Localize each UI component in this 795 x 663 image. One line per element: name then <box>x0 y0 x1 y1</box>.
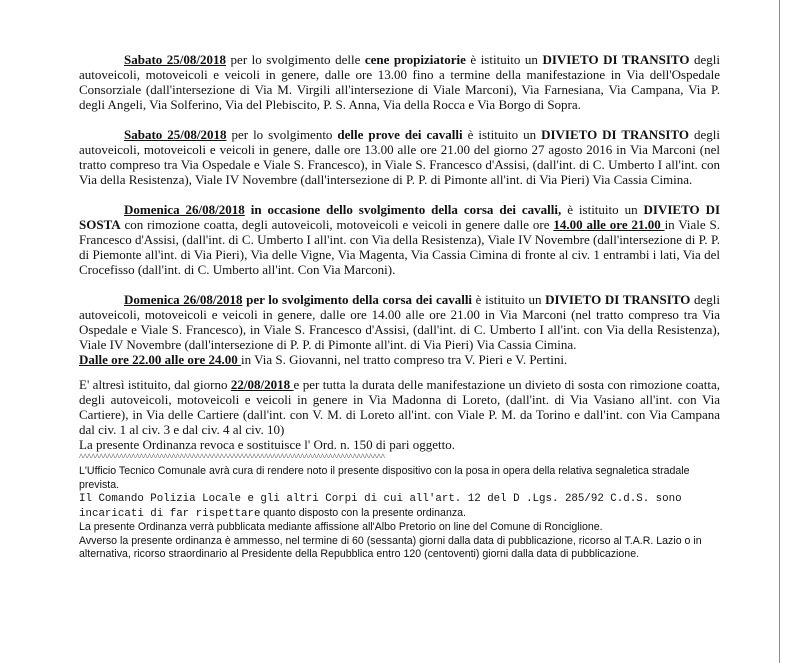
paragraph-prove-cavalli: Sabato 25/08/2018 per lo svolgimento delle prove dei cavalli è istituito un DIVIETO DI TRANSITO degli autoveicoli, motoveicoli e veicoli in genere, dalle ore 13.00 alle ore 21.00 del giorno 27 agosto 2016 in Via Marconi (nel tratto compreso tra Via Ospedale e Viale S. Francesco), in Viale S. Francesco d'Assisi, (dall'int. di C. Umberto I all'int. con Via della Resistenza), Viale IV Novembre (dall'intersezione di P. P. di Pimonte all'int. di Via Pieri) Via Cassia Cimina. <box>79 127 721 187</box>
document-body <box>79 52 720 562</box>
closing-notes <box>79 465 720 562</box>
paragraph-divieto-sosta-loreto: E' altresì istituito, dal giorno 22/08/2018 e per tutta la durata delle manifestazione un divieto di sosta con rimozione coatta, degli autoveicoli, motoveicoli e veicoli in genere in Via Madonna di Loreto, (dall'int. di Via Vasiano all'int. con Via Cartiere), in Via delle Cartiere (dall'int. con V. M. di Loreto all'int. con Viale P. M. da Torino e dall'int. con Via Campana dal civ. 1 al civ. 3 e dal civ. 4 al civ. 10) La presente Ordinanza revoca e sostituisce l' Ord. n. 150 di pari oggetto. <box>79 377 721 452</box>
paragraph-cene-propiziatorie: Sabato 25/08/2018 per lo svolgimento delle cene propiziatorie è istituito un DIVIETO DI TRANSITO degli autoveicoli, motoveicoli e veicoli in genere, dalle ore 13.00 fino a termine della manifestazione in Via dell'Ospedale Consorziale (dall'intersezione di Via M. Virgili all'intersezione di Viale Marconi), Via Farnesiana, Via Campana, Via P. degli Angeli, Via Solferino, Via del Plebiscito, P. S. Anna, Via della Rocca e Via Borgo di Sopra. <box>79 52 720 112</box>
note-ufficio-tecnico: L'Ufficio Tecnico Comunale avrà cura di rendere noto il presente dispositivo con la posa in opera della relativa segnaletica stradale prevista. <box>79 465 690 491</box>
page-edge <box>779 0 780 663</box>
paragraph-divieto-transito-corsa: Domenica 26/08/2018 per lo svolgimento della corsa dei cavalli è istituito un DIVIETO DI TRANSITO degli autoveicoli, motoveicoli e veicoli in genere, dalle ore 14.00 alle ore 21.00 in Via Marconi (nel tratto compreso tra Via Ospedale e Viale S. Francesco), in Viale S. Francesco d'Assisi, (dall'int. di C. Umberto I all'int. con Via della Resistenza), Viale IV Novembre (dall'intersezione di P. P. di Pimonte all'int. di Via Pieri) Via Cassia Cimina. Dalle ore 22.00 alle ore 24.00 in Via S. Giovanni, nel tratto compreso tra V. Pieri e V. Pertini. <box>79 292 721 367</box>
note-polizia-locale: Il Comando Polizia Locale e gli altri Corpi di cui all'art. 12 del D .Lgs. 285/92 C.d.S. sono incaricati di far rispettare quanto disposto con la presente ordinanza. <box>79 493 682 520</box>
separator-line: ^^^^^^^^^^^^^^^^^^^^^^^^^^^^^^^^^^^^^^^^^^^^^^^^^^^^^^^^^^^^^^^^^^^^^^^^^^^^ <box>79 453 385 462</box>
paragraph-divieto-sosta-corsa: Domenica 26/08/2018 in occasione dello svolgimento della corsa dei cavalli, è istituito un DIVIETO DI SOSTA con rimozione coatta, degli autoveicoli, motoveicoli e veicoli in genere dalle ore 14.00 alle ore 21.00 in Viale S. Francesco d'Assisi, (dall'int. di C. Umberto I all'int. con Via della Resistenza), Viale IV Novembre (dall'intersezione di P. P. di Piemonte all'int. di Via Pieri), Via delle Vigne, Via Magenta, Via Cassia Cimina di fronte al civ. 1 entrambi i lati, Via del Crocefisso (dall'int. di C. Umberto all'int. Con Via Marconi). <box>79 202 721 277</box>
revoke-line: La presente Ordinanza revoca e sostituisce l' Ord. n. 150 di pari oggetto. <box>79 437 455 452</box>
note-ricorso: Avverso la presente ordinanza è ammesso, nel termine di 60 (sessanta) giorni dalla data di pubblicazione, ricorso al T.A.R. Lazio o in alternativa, ricorso straordinario al Presidente della Repubblica entro 120 (centoventi) giorni dalla data di pubblicazione. <box>79 534 702 560</box>
note-albo-pretorio: La presente Ordinanza verrà pubblicata mediante affissione all'Albo Pretorio on line del Comune di Ronciglione. <box>79 521 603 533</box>
